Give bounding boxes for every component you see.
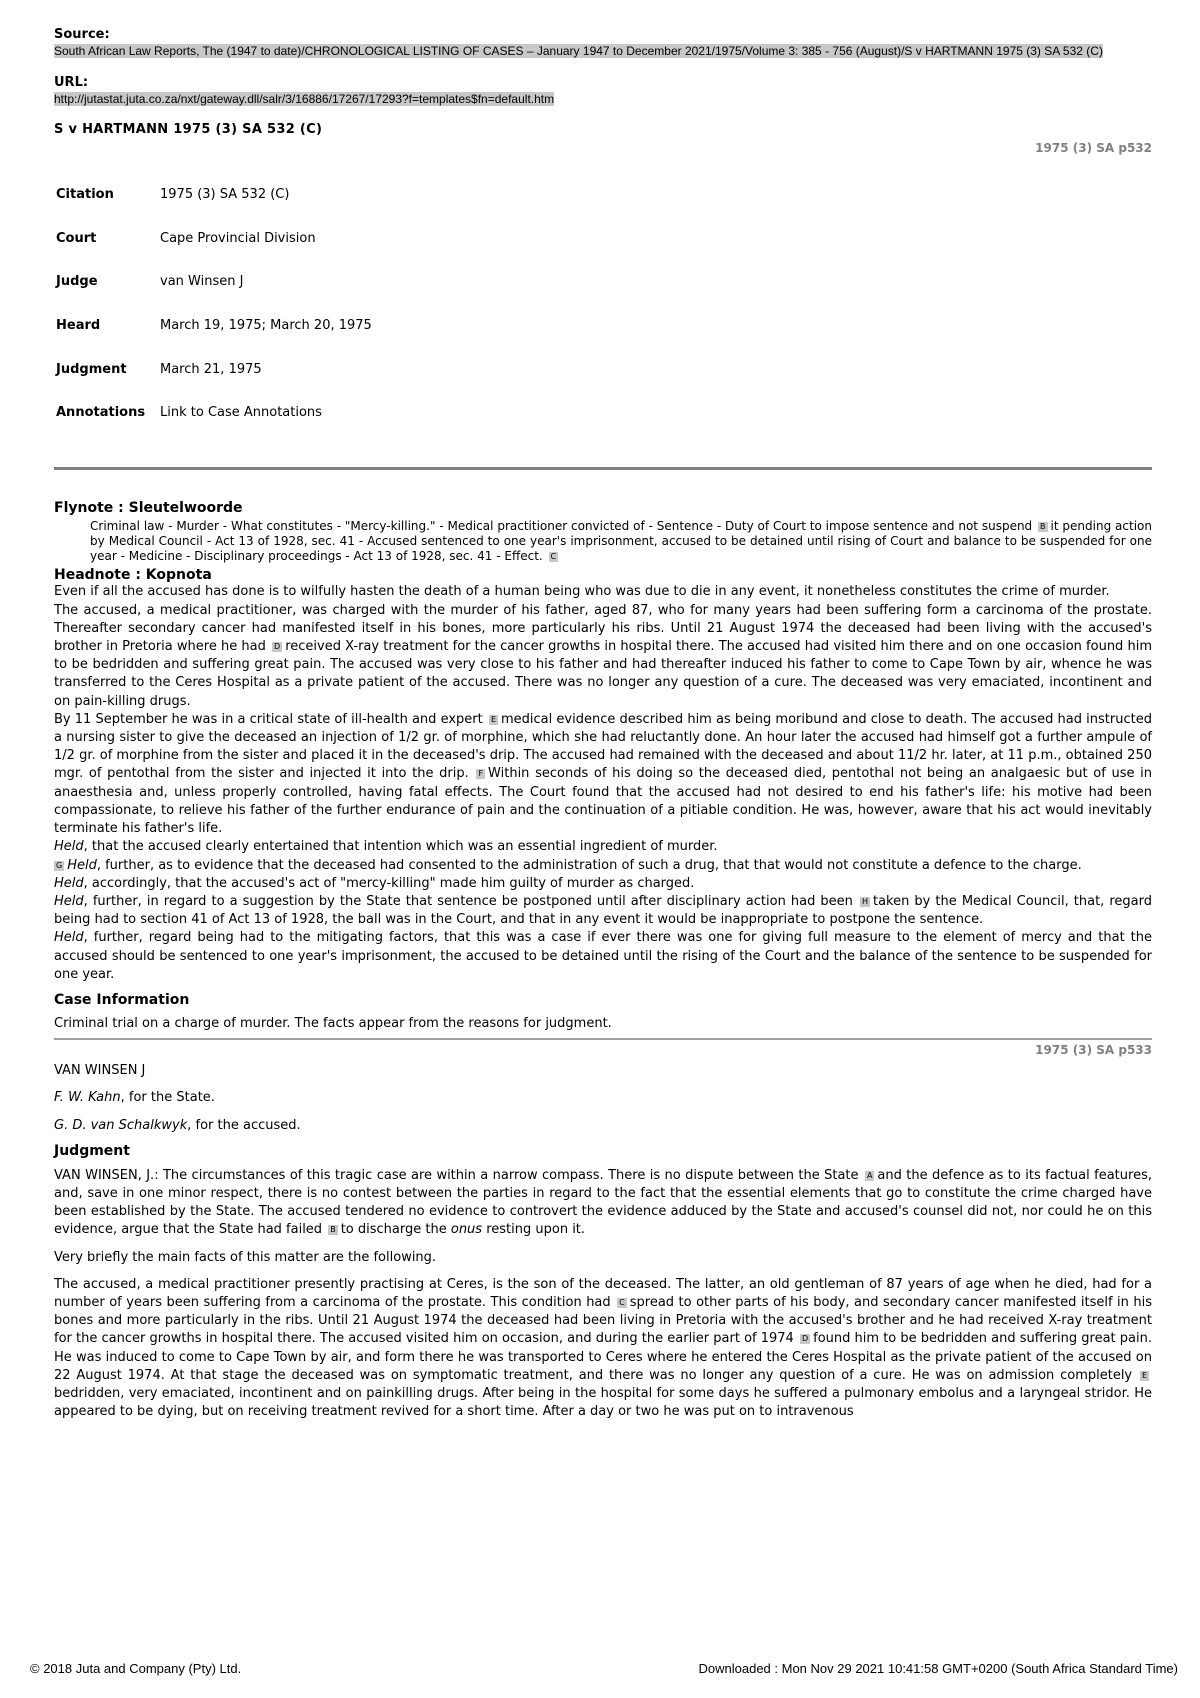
source-label: Source:: [54, 27, 110, 42]
held-word: Held: [54, 875, 84, 891]
meta-value: Cape Provincial Division: [160, 230, 316, 246]
meta-key: Court: [56, 230, 97, 246]
page-marker: D: [801, 1334, 809, 1344]
headnote-text-part: , accordingly, that the accused's act of "mercy-killing" made him guilty of murder as charged.: [83, 875, 695, 891]
meta-row-heard: [56, 304, 372, 348]
case-information-text: Criminal trial on a charge of murder. The facts appear from the reasons for judgment.: [54, 1015, 612, 1031]
url-link[interactable]: [54, 91, 1152, 108]
onus-word: onus: [450, 1222, 483, 1238]
judgment-text-part: found him to be bedridden and suffering great pain. He was induced to come to Cape Town by air, and form there he was transported to Ceres where he entered the Ceres Hospital as the private patient of the accused on 22 August 1974. At that stage the deceased was on symptomatic treatment, and there was no longer any question of a cure. He was on admission completely: [54, 1331, 1152, 1383]
headnote-paragraph: [54, 875, 1152, 893]
judgment-text-part: The accused, a medical practitioner presently practising at Ceres, is the son of the deceased. The latter, an old gentleman of 87 years of age when he died, had for a number of years been suffering from a carcinoma of the prostate. This condition had: [54, 1276, 1152, 1310]
counsel-name: F. W. Kahn: [54, 1090, 121, 1106]
judgment-text-part: VAN WINSEN, J.: The circumstances of this tragic case are within a narrow compass. There is no dispute between the State: [54, 1167, 859, 1183]
page-marker: G: [56, 860, 63, 870]
url-label: URL:: [54, 75, 89, 90]
meta-key: Judge: [56, 274, 98, 290]
page-marker: A: [866, 1170, 873, 1180]
page-marker: D: [274, 642, 281, 652]
judgment-text-part: bedridden, very emaciated, incontinent and on painkilling drugs. After being in the hospital for some days he suffered a pulmonary embolus and a laryngeal stridor. He appeared to be dying, but on receiving treatment revived for a short time. After a day or two he was put on to intravenous: [54, 1385, 1152, 1420]
headnote-text-part: , further, regard being had to the mitigating factors, that this was a case if ever there was one for giving full measure to the element of mercy and that the accused should be sentenced to one year's imprisonment, the accused to be detained until the rising of the Court and the balance of the sentence to be suspended for one year.: [54, 930, 1152, 982]
judgment-text-part: and the defence as to its factual features, and, save in one minor respect, there is no contest between the parties in regard to the fact that the essential elements that go to constitute the crime charged have been established by the State. The accused tendered no evidence to controvert the evidence adduced by the State and accused's counsel did not, nor could he on this evidence, argue that the State had failed: [54, 1167, 1152, 1238]
meta-value: March 19, 1975; March 20, 1975: [160, 318, 372, 334]
counsel-name: G. D. van Schalkwyk: [54, 1117, 188, 1133]
held-word: Held: [54, 930, 84, 946]
headnote-paragraph: [54, 893, 1152, 929]
meta-key: Annotations: [56, 405, 146, 421]
case-title: S v HARTMANN 1975 (3) SA 532 (C): [54, 122, 323, 137]
headnote-text-part: received X-ray treatment for the cancer growths in hospital there. The accused had visited him there and on one occasion found him to be bedridden and suffering great pain. The accused was very close to his father and had thereafter induced his father to come to Cape Town by air, whence he was transferred to the Ceres Hospital as a private patient of the accused. There was no longer any question of a cure. The deceased was very emaciated, incontinent and on pain-killing drugs.: [54, 639, 1152, 709]
page-marker: C: [550, 552, 557, 562]
meta-value: van Winsen J: [160, 274, 244, 290]
page-marker: B: [330, 1225, 336, 1235]
headnote-heading: Headnote : Kopnota: [54, 567, 212, 584]
headnote-paragraph: [54, 857, 1152, 875]
headnote-text-part: taken by the Medical Council, that, regard being had to section 41 of Act 13 of 1928, the ball was in the Court, and that in any event it would be inappropriate to postpone the sentence.: [54, 893, 1153, 928]
judgment-text-part: resting upon it.: [486, 1222, 586, 1238]
meta-value: March 21, 1975: [160, 361, 262, 377]
headnote-text-part: By 11 September he was in a critical state of ill-health and expert: [54, 711, 483, 727]
judgment-text-part: spread to other parts of his body, and secondary cancer manifested itself in his bones and more particularly in the ribs. Until 21 August 1974 the deceased had been living in Pretoria with the accused's brother and he had received X-ray treatment for the cancer growths in hospital there. The accused visited him on occasion, and during the earlier part of 1974: [54, 1294, 1152, 1347]
flynote-text-part: it pending action by Medical Council - Act 13 of 1928, sec. 41 - Accused sentenced to one year's imprisonment, accused to be detained until rising of Court and balance to be suspended for one year - Medicine - Disciplinary proceedings - Act 13 of 1928, sec. 41 - Effect.: [90, 518, 1152, 564]
meta-value: 1975 (3) SA 532 (C): [160, 187, 290, 203]
headnote-paragraph: [54, 929, 1152, 984]
meta-key: Heard: [56, 318, 101, 334]
meta-row-annotations: [56, 391, 372, 435]
headnote-text-part: Within seconds of his doing so the deceased died, pentothal not being an analgaesic but of use in anaesthesia and, unless properly controlled, having fatal effects. The Court found that the accused had not desired to end his father's life: his motive had been compassionate, to relieve his father of the further endurance of pain and the continuation of a pitiable condition. He was, however, aware that his act would inevitably terminate his father's life.: [54, 766, 1152, 837]
annotations-link[interactable]: Link to Case Annotations: [160, 405, 322, 421]
source-path-text[interactable]: South African Law Reports, The (1947 to date)/CHRONOLOGICAL LISTING OF CASES – January 1947 to December 2021/1975/Volume 3: 385 - 756 (August)/S v HARTMANN 1975 (3) SA 532 (C): [54, 44, 1103, 58]
flynote-heading: Flynote : Sleutelwoorde: [54, 499, 243, 516]
document-page: [54, 26, 1152, 1421]
headnote-text-part: The accused, a medical practitioner, was charged with the murder of his father, aged 87, who for many years had been suffering form a carcinoma of the prostate. Thereafter secondary cancer had manifested itself in his bones, more particularly his ribs. Until 21 August 1974 the deceased had been living with the accused's brother in Pretoria where he had: [54, 602, 1152, 655]
headnote-paragraph: [54, 838, 1152, 856]
headnote-text-part: , further, in regard to a suggestion by the State that sentence be postponed until after disciplinary action had been: [83, 893, 853, 909]
judge-line: VAN WINSEN J: [54, 1063, 146, 1079]
headnote-paragraph: Even if all the accused has done is to wilfully hasten the death of a human being who was due to die in any event, it nonetheless constitutes the crime of murder.: [54, 584, 1110, 600]
headnote-paragraph: [54, 602, 1152, 711]
meta-key: Judgment: [56, 361, 127, 377]
judgment-paragraph: [54, 1167, 1152, 1240]
case-information-heading: Case Information: [54, 991, 190, 1008]
headnote-text-part: , further, as to evidence that the deceased had consented to the administration of such a drug, that that would not constitute a defence to the charge.: [96, 857, 1082, 873]
page-divider: [54, 1038, 1152, 1040]
page-marker: F: [478, 769, 484, 779]
counsel-line: [54, 1089, 1152, 1107]
held-word: Held: [54, 893, 84, 909]
flynote-text-part: Criminal law - Murder - What constitutes - "Mercy-killing." - Medical practitioner convicted of - Sentence - Duty of Court to impose sentence and not suspend: [90, 518, 1033, 533]
judgment-heading: Judgment: [54, 1142, 130, 1159]
meta-row-court: [56, 217, 372, 261]
footer-download-timestamp: Downloaded : Mon Nov 29 2021 10:41:58 GMT+0200 (South Africa Standard Time): [698, 1661, 1178, 1676]
held-word: Held: [67, 857, 97, 873]
page-marker: H: [861, 896, 868, 906]
headnote-text-part: , that the accused clearly entertained that intention which was an essential ingredient of murder.: [83, 839, 718, 855]
headnote-text-part: medical evidence described him as being moribund and close to death. The accused had instructed a nursing sister to give the deceased an injection of 1/2 gr. of morphine, which she had reluctantly done. An hour later the accused had himself got a further ampule of 1/2 gr. of morphine from the sister and placed it in the deceased's drip. The accused had remained with the deceased and about 11/2 hr. later, at 11 p.m., obtained 250 mgr. of pentothal from the sister and injected it into the drip.: [54, 711, 1152, 782]
page-marker: B: [1040, 521, 1046, 531]
page-reference: 1975 (3) SA p533: [1035, 1043, 1152, 1058]
counsel-line: [54, 1117, 1152, 1135]
headnote-paragraph: [54, 711, 1152, 838]
page-marker: E: [1141, 1370, 1147, 1380]
meta-row-judgment: [56, 347, 372, 391]
page-marker: C: [619, 1297, 625, 1307]
footer-copyright: © 2018 Juta and Company (Pty) Ltd.: [30, 1661, 242, 1676]
flynote-text: [54, 519, 1152, 565]
meta-row-citation: [56, 173, 372, 217]
judgment-paragraph: [54, 1276, 1152, 1422]
source-path[interactable]: [54, 43, 1152, 60]
page-reference: 1975 (3) SA p532: [1035, 141, 1152, 155]
url-link-text[interactable]: http://jutastat.juta.co.za/nxt/gateway.dll/salr/3/16886/17267/17293?f=templates$fn=default.htm: [54, 92, 555, 106]
held-word: Held: [54, 839, 84, 855]
judgment-text-part: to discharge the: [340, 1222, 447, 1238]
counsel-role: , for the State.: [120, 1090, 215, 1106]
section-divider: [54, 467, 1152, 470]
counsel-role: , for the accused.: [187, 1117, 301, 1133]
case-metadata-table: [56, 173, 372, 435]
judgment-paragraph: Very briefly the main facts of this matter are the following.: [54, 1249, 437, 1265]
page-marker: E: [490, 714, 496, 724]
meta-key: Citation: [56, 187, 114, 203]
meta-row-judge: [56, 260, 372, 304]
